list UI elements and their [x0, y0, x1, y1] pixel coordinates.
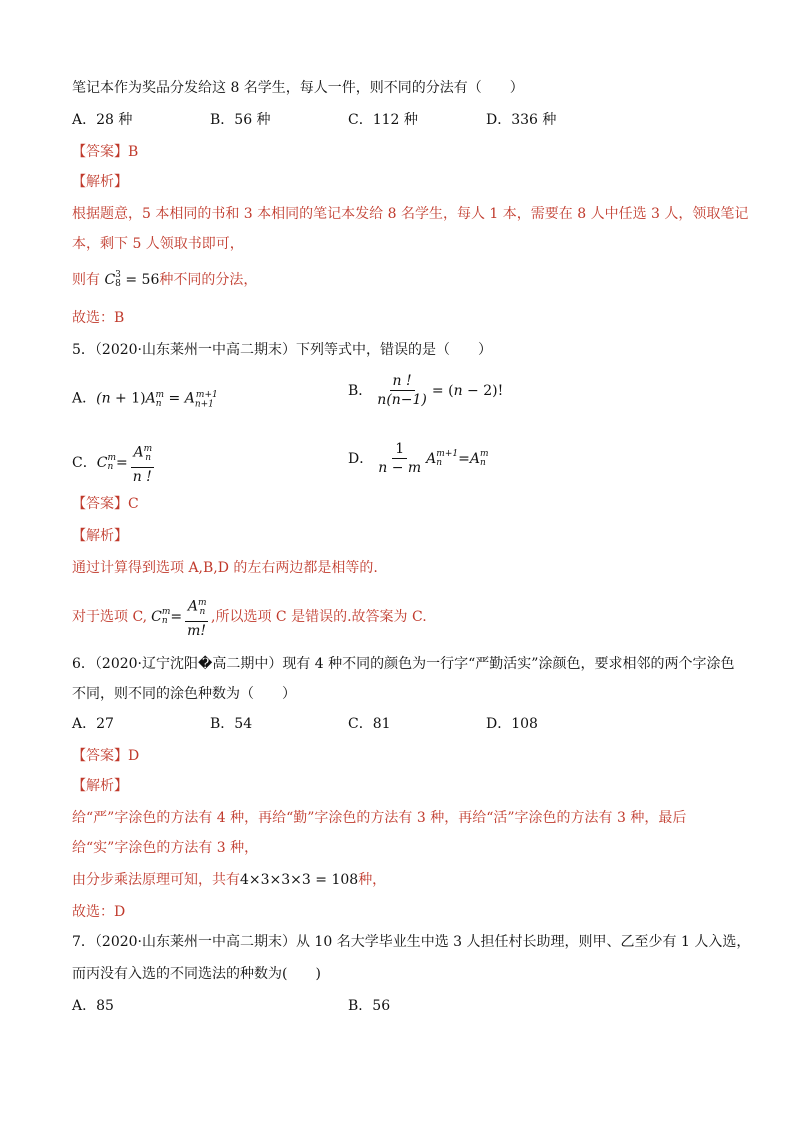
- fraction: $\frac{A^m_n}{n !}$: [130, 440, 155, 486]
- answer-value: B: [128, 144, 139, 160]
- q4-stem-tail: 笔记本作为奖品分发给这 8 名学生，每人一件，则不同的分法有（ ）: [72, 80, 524, 96]
- q7-option-a: A．85: [72, 998, 114, 1014]
- q5-analysis-line1: 通过计算得到选项 A,B,D 的左右两边都是相等的.: [72, 560, 378, 576]
- q6-stem-line1: 6．（2020·辽宁沈阳�高二期中）现有 4 种不同的颜色为一行字“严勤活实”涂颜色，要求相邻的两个字涂色: [72, 656, 735, 672]
- q6-formula: 4×3×3×3 = 108: [240, 872, 359, 888]
- q6-conclusion: 故选：D: [72, 904, 126, 920]
- fraction: $\frac{n !}{n(n-1)}$: [377, 373, 427, 408]
- q5-option-b: B． $\frac{n !}{n(n-1)}$ = (n − 2)!: [348, 373, 504, 408]
- q5-analysis-line2: 对于选项 C, C m n = $\frac{A^m_n}{m!}$ ,所以选项 C 是错误的.故答案为 C.: [72, 594, 427, 640]
- q4-option-b: B．56 种: [210, 112, 271, 128]
- q5-stem: 5．（2020·山东莱州一中高二期末）下列等式中，错误的是（ ）: [72, 342, 492, 358]
- q6-analysis-line2: 给“实”字涂色的方法有 3 种，: [72, 840, 259, 856]
- answer-label: 【答案】: [72, 144, 128, 160]
- q5-answer-row: [72, 494, 139, 514]
- analysis-label: 【解析】: [72, 528, 128, 544]
- q4-analysis-line3: 则有 C 3 8 = 56种不同的分法，: [72, 270, 258, 289]
- q4-option-a: A．28 种: [72, 112, 133, 128]
- answer-value: D: [128, 748, 140, 764]
- q5-option-c: C． C m n = $\frac{A^m_n}{n !}$: [72, 440, 157, 486]
- answer-value: C: [128, 496, 139, 512]
- answer-label: 【答案】: [72, 748, 128, 764]
- q7-stem-line1: 7．（2020·山东莱州一中高二期末）从 10 名大学毕业生中选 3 人担任村长助理，则甲、乙至少有 1 人入选，: [72, 934, 751, 950]
- q6-option-d: D．108: [486, 716, 538, 732]
- q4-analysis-line1: 根据题意，5 本相同的书和 3 本相同的笔记本发给 8 名学生，每人 1 本，需要在 8 人中任选 3 人，领取笔记: [72, 206, 749, 222]
- q4-answer-row: [72, 142, 138, 162]
- q4-conclusion: 故选：B: [72, 310, 125, 326]
- q6-analysis-line1: 给“严”字涂色的方法有 4 种，再给“勤”字涂色的方法有 3 种，再给“活”字涂色的方法有 3 种，最后: [72, 810, 687, 826]
- q6-stem-line2: 不同，则不同的涂色种数为（ ）: [72, 686, 296, 702]
- analysis-label: 【解析】: [72, 778, 128, 794]
- answer-label: 【答案】: [72, 496, 128, 512]
- q5-option-a: A．$(n + 1)A_n^m = A_{n+1}^{m+1}$: [72, 390, 218, 410]
- q6-option-a: A．27: [72, 716, 114, 732]
- q4-formula: C 3 8 = 56: [104, 270, 160, 289]
- q6-answer-row: [72, 746, 139, 766]
- q7-stem-line2: 而丙没有入选的不同选法的种数为( ): [72, 966, 321, 982]
- q6-option-c: C．81: [348, 716, 391, 732]
- q5-option-d: D． $\frac{1}{n - m}$ A m+1 n = A m n: [348, 441, 489, 476]
- q4-analysis-line2: 本，剩下 5 人领取书即可，: [72, 236, 244, 252]
- q4-option-d: D．336 种: [486, 112, 557, 128]
- q6-option-b: B．54: [210, 716, 253, 732]
- analysis-label: 【解析】: [72, 174, 128, 190]
- fraction: $\frac{1}{n - m}$: [378, 441, 422, 476]
- q5-formula: C m n = $\frac{A^m_n}{m!}$: [151, 594, 211, 640]
- q4-option-c: C．112 种: [348, 112, 418, 128]
- q7-option-b: B．56: [348, 998, 391, 1014]
- q6-analysis-line3: 由分步乘法原理可知，共有4×3×3×3 = 108种，: [72, 872, 387, 888]
